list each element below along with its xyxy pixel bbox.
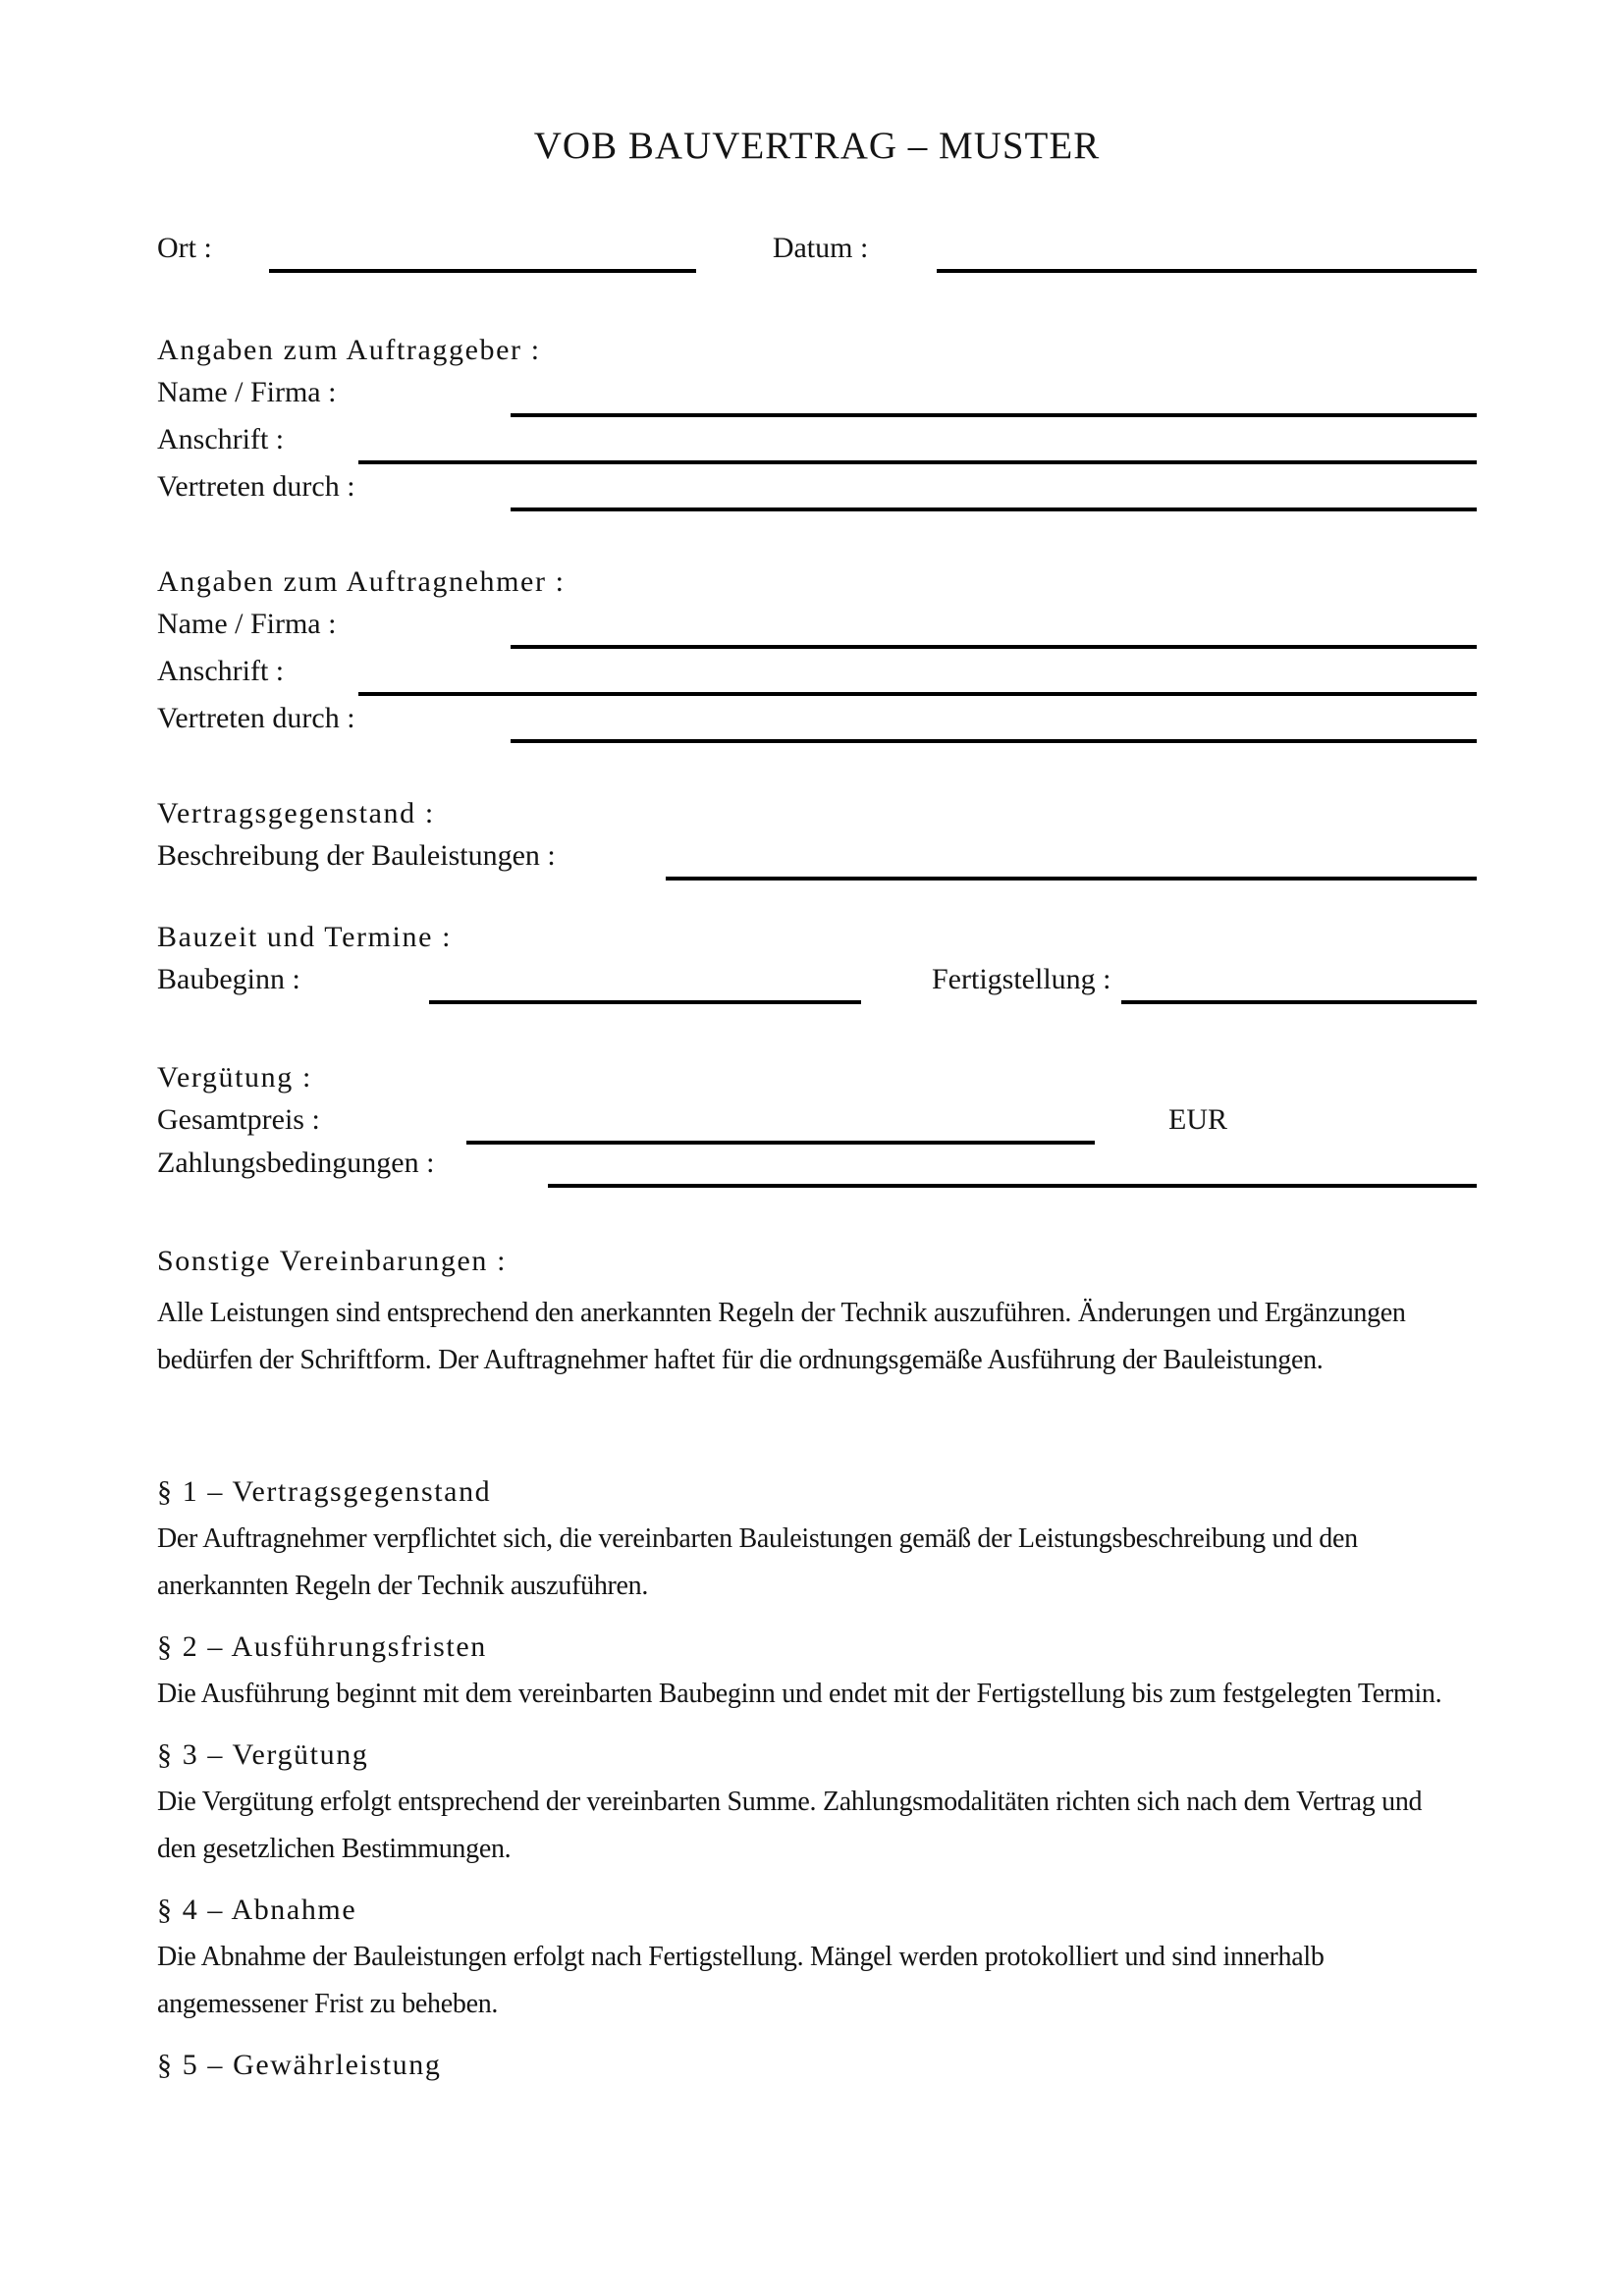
auftraggeber-name-row — [157, 374, 1477, 417]
clause-text: Der Auftragnehmer verpflichtet sich, die vereinbarten Bauleistungen gemäß der Leistungsbeschreibung und den anerkannten Regeln der Technik auszuführen. — [157, 1523, 1358, 1601]
anschrift-label: Anschrift : — [157, 655, 285, 687]
currency-label: EUR — [1168, 1103, 1227, 1136]
clause-text: Die Ausführung beginnt mit dem vereinbarten Baubeginn und endet mit der Fertigstellung bis zum festgelegten Termin. — [157, 1679, 1442, 1709]
vertreten-durch-label: Vertreten durch : — [157, 470, 355, 503]
beschreibung-row — [157, 837, 1477, 881]
clause-1 — [157, 1468, 1477, 1610]
zahlungsbedingungen-field-line[interactable] — [548, 1184, 1477, 1188]
section-heading-bauzeit: Bauzeit und Termine : — [157, 921, 453, 953]
baubeginn-label: Baubeginn : — [157, 963, 300, 995]
fertigstellung-field-line[interactable] — [1121, 1000, 1478, 1004]
clause-text: Die Vergütung erfolgt entsprechend der vereinbarten Summe. Zahlungsmodalitäten richten sich nach dem Vertrag und den gesetzlichen Bestimmungen. — [157, 1787, 1423, 1864]
clause-4 — [157, 1887, 1477, 2028]
datum-field-line[interactable] — [937, 269, 1477, 273]
auftragnehmer-vertreten-field-line[interactable] — [511, 739, 1477, 743]
gesamtpreis-label: Gesamtpreis : — [157, 1103, 320, 1136]
auftraggeber-anschrift-field-line[interactable] — [358, 460, 1477, 464]
vertreten-durch-label: Vertreten durch : — [157, 702, 355, 734]
auftragnehmer-vertreten-row — [157, 700, 1477, 743]
zahlungsbedingungen-row — [157, 1145, 1477, 1188]
clause-heading: § 4 – Abnahme — [157, 1894, 357, 1926]
auftragnehmer-anschrift-row — [157, 653, 1477, 696]
name-firma-label: Name / Firma : — [157, 608, 337, 640]
auftraggeber-name-field-line[interactable] — [511, 413, 1477, 417]
section-heading-auftraggeber: Angaben zum Auftraggeber : — [157, 334, 541, 366]
auftragnehmer-name-field-line[interactable] — [511, 645, 1477, 649]
gesamtpreis-field-line[interactable] — [466, 1141, 1095, 1145]
auftragnehmer-anschrift-field-line[interactable] — [358, 692, 1477, 696]
document-title: VOB BAUVERTRAG – MUSTER — [533, 125, 1101, 167]
clause-heading: § 2 – Ausführungsfristen — [157, 1630, 487, 1663]
name-firma-label: Name / Firma : — [157, 376, 337, 408]
sonstige-text: Alle Leistungen sind entsprechend den anerkannten Regeln der Technik auszuführen. Änderungen und Ergänzungen bedürfen der Schriftform. Der Auftragnehmer haftet für die ordnungsgemäße Ausführung der Bauleistungen. — [157, 1298, 1406, 1375]
beschreibung-label: Beschreibung der Bauleistungen : — [157, 839, 556, 872]
anschrift-label: Anschrift : — [157, 423, 285, 455]
ort-label: Ort : — [157, 232, 212, 264]
section-heading-vertragsgegenstand: Vertragsgegenstand : — [157, 797, 435, 829]
auftraggeber-anschrift-row — [157, 421, 1477, 464]
section-heading-verguetung: Vergütung : — [157, 1061, 312, 1094]
clause-heading: § 5 – Gewährleistung — [157, 2049, 442, 2081]
section-heading-sonstige: Sonstige Vereinbarungen : — [157, 1245, 508, 1277]
auftraggeber-vertreten-row — [157, 468, 1477, 511]
ort-datum-row — [157, 230, 1477, 273]
auftraggeber-vertreten-field-line[interactable] — [511, 507, 1477, 511]
clause-5 — [157, 2042, 1477, 2089]
baubeginn-field-line[interactable] — [429, 1000, 861, 1004]
clause-heading: § 1 – Vertragsgegenstand — [157, 1475, 492, 1508]
fertigstellung-label: Fertigstellung : — [932, 963, 1111, 995]
clause-3 — [157, 1732, 1477, 1873]
section-heading-auftragnehmer: Angaben zum Auftragnehmer : — [157, 565, 566, 598]
zahlungsbedingungen-label: Zahlungsbedingungen : — [157, 1147, 435, 1179]
auftragnehmer-name-row — [157, 606, 1477, 649]
gesamtpreis-row — [157, 1101, 1477, 1145]
ort-field-line[interactable] — [269, 269, 696, 273]
clause-2 — [157, 1624, 1477, 1718]
clause-heading: § 3 – Vergütung — [157, 1738, 369, 1771]
baubeginn-fertigstellung-row — [157, 961, 1477, 1004]
clause-text: Die Abnahme der Bauleistungen erfolgt nach Fertigstellung. Mängel werden protokolliert und sind innerhalb angemessener Frist zu beheben. — [157, 1942, 1325, 2019]
beschreibung-field-line[interactable] — [666, 877, 1477, 881]
datum-label: Datum : — [772, 232, 869, 264]
